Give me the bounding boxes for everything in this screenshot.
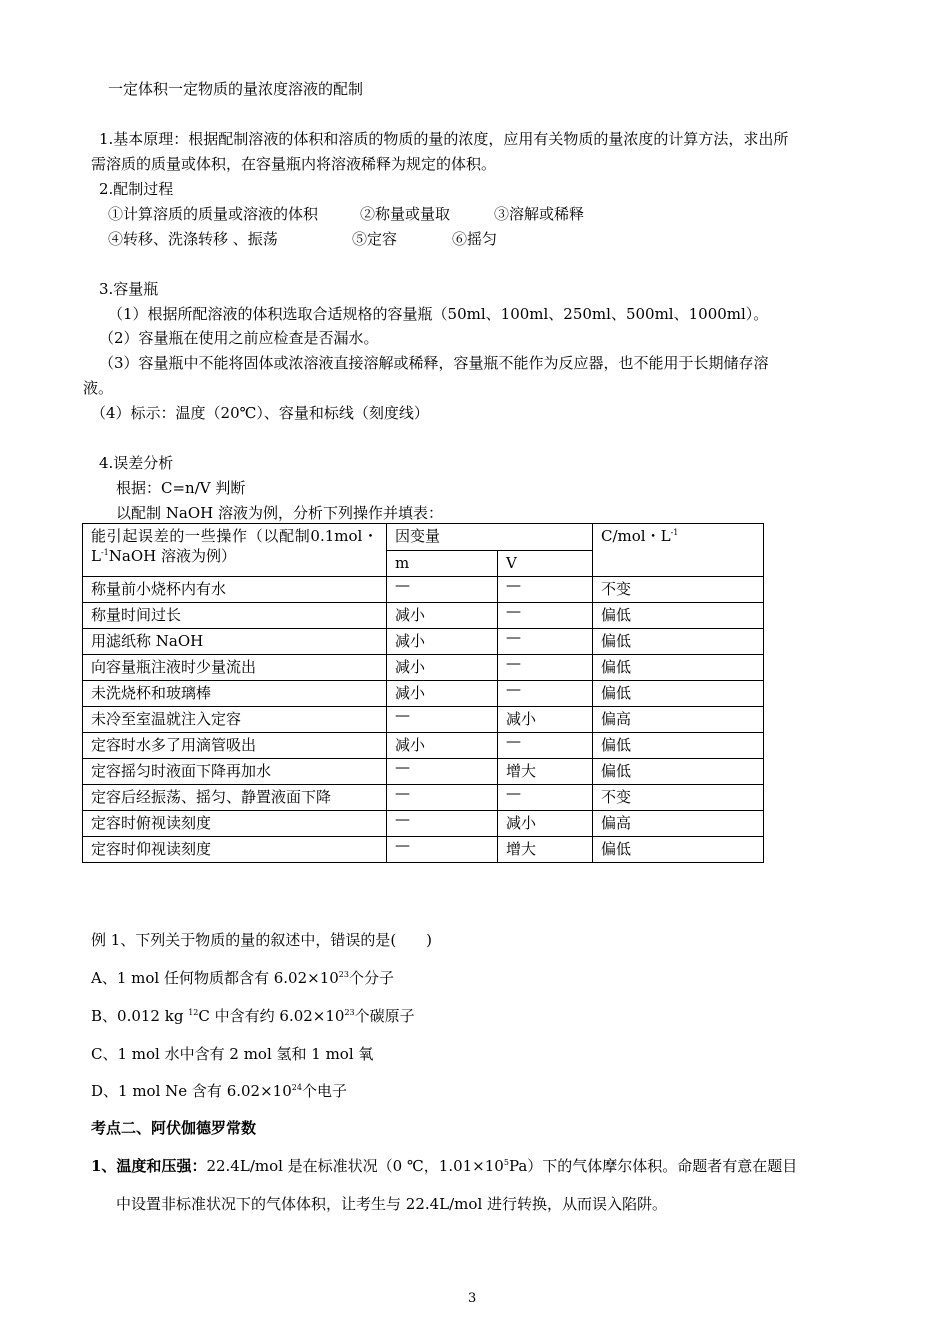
- cell-m: —: [387, 785, 498, 811]
- cell-c: 不变: [593, 785, 764, 811]
- flask-heading: 3.容量瓶: [99, 280, 159, 298]
- cell-op: 用滤纸称 NaOH: [83, 629, 387, 655]
- cell-v: —: [498, 629, 593, 655]
- cell-m: —: [387, 577, 498, 603]
- process-step-3: ③溶解或稀释: [494, 205, 585, 223]
- cell-v: 增大: [498, 837, 593, 863]
- cell-c: 偏低: [593, 837, 764, 863]
- table-row: [83, 837, 764, 863]
- table-row: [83, 577, 764, 603]
- table-row: [83, 707, 764, 733]
- cell-v: —: [498, 655, 593, 681]
- cell-c: 偏低: [593, 759, 764, 785]
- cell-m: —: [387, 811, 498, 837]
- flask-item-4: （4）标示：温度（20℃）、容量和标线（刻度线）: [91, 404, 429, 422]
- cell-m: 减小: [387, 603, 498, 629]
- header-variable: 因变量: [387, 524, 593, 551]
- cell-v: 增大: [498, 759, 593, 785]
- cell-m: 减小: [387, 629, 498, 655]
- page-title: 一定体积一定物质的量浓度溶液的配制: [108, 80, 364, 98]
- process-step-4: ④转移、洗涤转移 、振荡: [108, 230, 278, 248]
- cell-v: 减小: [498, 811, 593, 837]
- table-row: [83, 759, 764, 785]
- section2-item-1: 1、温度和压强：22.4L/mol 是在标准状况（0 ℃，$1.01\times 10^5Pa$）下的气体摩尔体积。命题者有意在题目: [91, 1157, 798, 1175]
- cell-op: 称量前小烧杯内有水: [83, 577, 387, 603]
- cell-c: 偏高: [593, 811, 764, 837]
- cell-m: 减小: [387, 733, 498, 759]
- cell-m: —: [387, 707, 498, 733]
- process-step-6: ⑥摇匀: [452, 230, 498, 248]
- option-b: B、0.012 kg $^{12}$C 中含有约 $6.02\times 10^{23}$个碳原子: [91, 1007, 415, 1025]
- table-row: [83, 785, 764, 811]
- cell-c: 偏低: [593, 733, 764, 759]
- cell-v: —: [498, 577, 593, 603]
- flask-item-3: （3）容量瓶中不能将固体或浓溶液直接溶解或稀释，容量瓶不能作为反应器，也不能用于长期储存溶: [99, 354, 769, 372]
- cell-v: —: [498, 785, 593, 811]
- process-step-1: ①计算溶质的质量或溶液的体积: [108, 205, 319, 223]
- section2-heading: 考点二、阿伏伽德罗常数: [91, 1119, 257, 1137]
- cell-op: 定容时仰视读刻度: [83, 837, 387, 863]
- cell-op: 定容摇匀时液面下降再加水: [83, 759, 387, 785]
- cell-c: 偏低: [593, 655, 764, 681]
- cell-op: 称量时间过长: [83, 603, 387, 629]
- cell-m: —: [387, 759, 498, 785]
- table-row: [83, 811, 764, 837]
- cell-c: 偏低: [593, 681, 764, 707]
- section2-item-1-cont: 中设置非标准状况下的气体体积，让考生与 22.4L/mol 进行转换，从而误入陷阱。: [116, 1195, 668, 1213]
- option-c: C、1 mol 水中含有 2 mol 氢和 1 mol 氧: [91, 1045, 374, 1063]
- cell-v: —: [498, 733, 593, 759]
- cell-c: 偏高: [593, 707, 764, 733]
- table-row: [83, 681, 764, 707]
- cell-op: 定容时俯视读刻度: [83, 811, 387, 837]
- question-stem: 例 1、下列关于物质的量的叙述中，错误的是( ): [91, 931, 433, 949]
- cell-v: 减小: [498, 707, 593, 733]
- process-heading: 2.配制过程: [99, 180, 174, 198]
- header-operation: 能引起误差的一些操作（以配制0.1mol・$L^{-1}NaOH$ 溶液为例）: [83, 524, 387, 577]
- table-row: [83, 655, 764, 681]
- cell-c: 偏低: [593, 629, 764, 655]
- header-v: V: [498, 551, 593, 577]
- page-number: 3: [468, 1291, 477, 1306]
- header-m: m: [387, 551, 498, 577]
- table-row: [83, 603, 764, 629]
- flask-item-1: （1）根据所配溶液的体积选取合适规格的容量瓶（50ml、100ml、250ml、500ml、1000ml）。: [108, 305, 769, 323]
- cell-op: 未冷至室温就注入定容: [83, 707, 387, 733]
- header-concentration: C/mol・$L^{-1}$: [593, 524, 764, 577]
- principle-line-1: 1.基本原理：根据配制溶液的体积和溶质的物质的量的浓度，应用有关物质的量浓度的计算方法，求出所: [99, 130, 789, 148]
- table-header-row: [83, 524, 764, 551]
- error-basis: 根据：C=n/V 判断: [116, 479, 246, 497]
- cell-op: 向容量瓶注液时少量流出: [83, 655, 387, 681]
- cell-m: —: [387, 837, 498, 863]
- cell-c: 不变: [593, 577, 764, 603]
- error-analysis-table: [82, 523, 764, 863]
- cell-m: 减小: [387, 655, 498, 681]
- cell-v: —: [498, 681, 593, 707]
- cell-op: 定容时水多了用滴管吸出: [83, 733, 387, 759]
- error-heading: 4.误差分析: [99, 454, 174, 472]
- flask-item-3-cont: 液。: [83, 379, 114, 397]
- process-step-2: ②称量或量取: [360, 205, 451, 223]
- cell-c: 偏低: [593, 603, 764, 629]
- table-row: [83, 629, 764, 655]
- option-d: D、1 mol Ne 含有 $6.02\times 10^{24}$个电子: [91, 1082, 347, 1100]
- cell-v: —: [498, 603, 593, 629]
- option-a: A、1 mol 任何物质都含有 $6.02\times 10^{23}$个分子: [91, 969, 394, 987]
- cell-op: 未洗烧杯和玻璃棒: [83, 681, 387, 707]
- cell-m: 减小: [387, 681, 498, 707]
- flask-item-2: （2）容量瓶在使用之前应检查是否漏水。: [99, 329, 379, 347]
- cell-op: 定容后经振荡、摇匀、静置液面下降: [83, 785, 387, 811]
- process-step-5: ⑤定容: [352, 230, 398, 248]
- principle-line-2: 需溶质的质量或体积，在容量瓶内将溶液稀释为规定的体积。: [91, 155, 497, 173]
- error-example: 以配制 NaOH 溶液为例，分析下列操作并填表：: [116, 504, 443, 522]
- table-row: [83, 733, 764, 759]
